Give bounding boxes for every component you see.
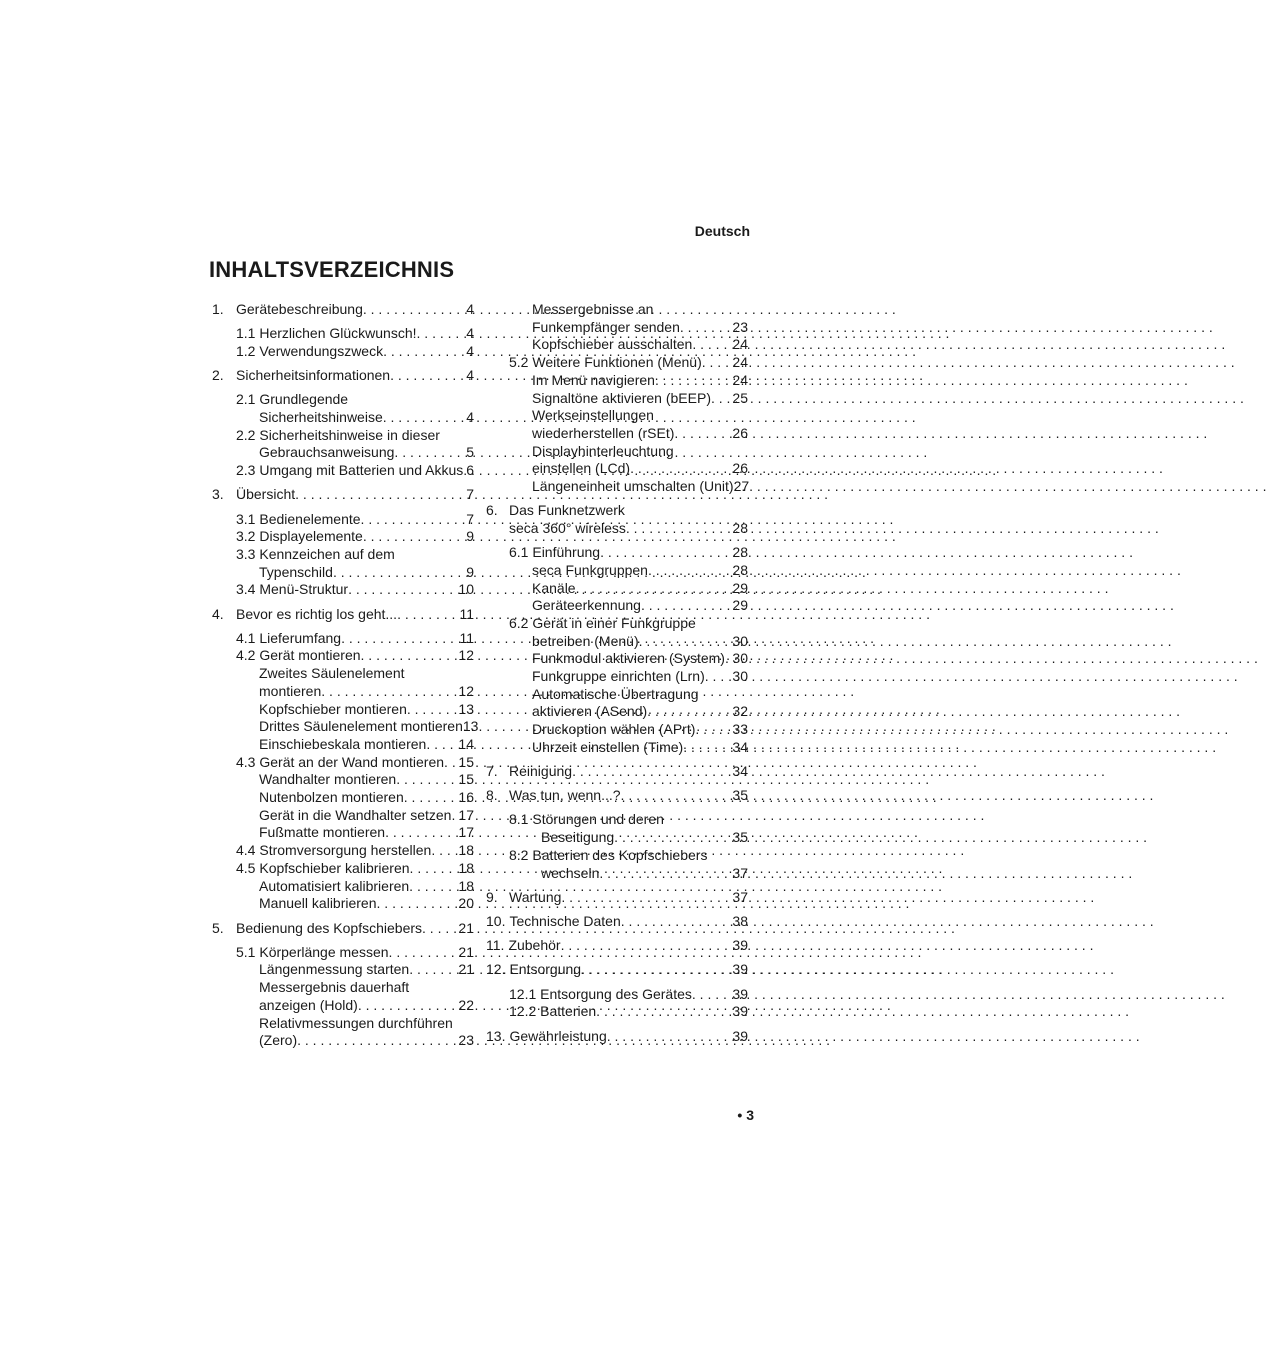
toc-entry [486,986,748,1004]
toc-entry-label: Kopfschieber montieren [259,700,407,717]
toc-entry [486,478,748,496]
toc-entry-label: 4.3 Gerät an der Wand montieren [236,753,445,770]
toc-entry-label: anzeigen (Hold) [259,996,358,1013]
toc-entry [212,718,479,736]
toc-entry-page: 12 [458,647,474,664]
toc-entry [486,1003,748,1021]
toc-entry-label: Beseitigung [541,829,615,846]
toc-entry [212,860,474,878]
toc-entry-label: Geräteerkennung [532,597,641,614]
toc-entry [486,460,748,478]
toc-entry-label: Kopfschieber ausschalten [532,336,693,353]
dot-leader [390,367,466,385]
toc-entry-label: Automatisiert kalibrieren [259,877,410,894]
toc-entry-label: Wandhalter montieren [259,771,397,788]
toc-entry-label: einstellen (LCd) [532,460,631,477]
toc-entry-label: wiederherstellen (rSEt) [532,424,675,441]
toc-entry-label: Bevor es richtig los geht... [236,605,398,622]
toc-entry-page: 38 [732,913,748,929]
dot-leader [705,668,733,686]
dot-leader [383,343,466,361]
toc-entry-label: 5.2 Weitere Funktionen (Menü) [509,354,702,371]
toc-entry-page: 37 [732,864,748,881]
toc-entry [212,462,474,480]
toc-entry-label: Gebrauchsanweisung [259,444,395,461]
dot-leader [639,633,733,651]
toc-entry-label: 8.2 Batterien des Kopfschiebers [509,846,708,863]
dot-leader [630,460,732,478]
dot-leader [599,865,732,883]
toc-entry-page: 23 [458,1032,474,1049]
dot-leader [396,771,458,789]
toc-entry-label: seca 360° wireless [509,519,626,536]
toc-entry-label: Signaltöne aktivieren (bEEP) [532,389,711,406]
dot-leader [297,1032,458,1050]
toc-entry-label: aktivieren (ASend) [532,703,648,720]
toc-entry-label: Fußmatte montieren [259,824,386,841]
dot-leader [333,564,466,582]
toc-entry-label: 6.2 Gerät in einer Funkgruppe [509,614,696,631]
toc-entry-page: 23 [732,318,748,335]
toc-entry [486,443,748,461]
dot-leader [361,647,459,665]
toc-entry [486,829,748,847]
toc-entry-label: Uhrzeit einstellen (Time) [532,738,684,755]
toc-entry [212,961,474,979]
toc-entry-page: 39 [732,1027,748,1044]
toc-entry [212,736,474,754]
toc-entry-page: 5 [466,444,474,461]
toc-entry-label: 5.1 Körperlänge messen [236,943,389,960]
toc-entry-label: 8.1 Störungen und deren [509,811,664,828]
toc-entry-page: 4 [466,342,474,359]
toc-entry [212,920,474,938]
dot-leader [576,580,733,598]
toc-entry-label: 2.1 Grundlegende [236,391,349,408]
dot-leader [383,409,466,427]
toc-entry-label: 3.1 Bedienelemente [236,510,361,527]
toc-entry-label: Gerätebeschreibung [236,301,363,317]
toc-entry [486,580,748,598]
toc-entry-page: 13 [458,700,474,717]
toc-entry [486,597,748,615]
toc-entry-page: 30 [732,632,748,649]
dot-leader [561,937,733,955]
toc-entry [212,944,474,962]
dot-leader [702,354,733,372]
dot-leader [422,920,458,938]
toc-entry-page: 4 [466,301,474,317]
toc-entry-page: 35 [732,787,748,804]
toc-entry-label: 3.4 Menü-Struktur [236,581,349,598]
dot-leader [348,581,458,599]
toc-entry-page: 18 [458,842,474,859]
dot-leader [417,325,467,343]
toc-entry [486,937,748,955]
toc-entry [212,789,474,807]
toc-entry [486,913,748,931]
toc-entry-number: 10. [486,913,506,929]
toc-entry-page: 32 [732,703,748,720]
dot-leader [692,986,733,1004]
toc-entry [212,546,474,564]
dot-leader [647,703,732,721]
toc-entry-number: 8. [486,787,498,804]
dot-leader [600,544,732,562]
toc-entry-number: 11. [486,937,505,954]
toc-entry-label: (Zero) [259,1032,298,1049]
dot-leader [397,606,459,624]
toc-entry-page: 34 [732,763,748,780]
toc-entry-page: 29 [732,579,748,596]
toc-entry-label: 3.3 Kennzeichen auf dem [236,545,395,562]
toc-entry [212,391,474,409]
toc-entry-page: 29 [732,597,748,614]
toc-entry [486,319,748,337]
dot-leader [361,511,467,529]
toc-entry-label: Werkseinstellungen [532,407,654,424]
toc-entry [486,354,748,372]
dot-leader [341,630,459,648]
toc-entry-label: 4.2 Gerät montieren [236,647,361,664]
toc-entry-label: Funkempfänger senden [532,318,680,335]
toc-entry-label: Nutenbolzen montieren [259,789,404,806]
toc-entry [486,372,748,390]
toc-entry [212,824,474,842]
toc-entry-label: Funkmodul aktivieren (System) [532,650,725,667]
toc-entry [486,633,748,651]
toc-entry-page: 7 [466,510,474,527]
toc-entry-page: 30 [732,668,748,685]
dot-leader [695,721,732,739]
toc-entry-number: 12. [486,961,506,978]
toc-entry-label: betreiben (Menü) [532,632,639,649]
toc-entry [212,606,474,624]
toc-entry-label: Gerät in die Wandhalter setzen [259,806,452,823]
toc-entry-label: Längeneinheit umschalten (Unit) [532,478,734,495]
dot-leader [426,736,458,754]
dot-leader [561,889,732,907]
toc-entry-page: 20 [458,895,474,912]
toc-entry-page: 37 [732,888,748,905]
toc-entry-label: Druckoption wählen (APrt) [532,721,696,738]
dot-leader [621,913,733,931]
toc-entry-page: 24 [732,354,748,371]
dot-leader [572,763,732,781]
toc-entry-page: 6 [466,462,474,479]
dot-leader [410,860,459,878]
toc-entry [212,647,474,665]
toc-entry [486,407,748,425]
toc-entry-label: Bedienung des Kopfschiebers [236,919,423,936]
toc-entry-number: 3. [212,486,224,503]
toc-entry [486,650,748,668]
toc-entry [486,615,748,633]
dot-leader [655,372,732,390]
toc-entry [212,895,474,913]
language-label: Deutsch [694,223,750,239]
toc-entry [486,787,748,805]
toc-entry-label: Einschiebeskala montieren [259,735,427,752]
toc-entry-page: 33 [732,721,748,738]
toc-entry-label: 12.1 Entsorgung des Gerätes [509,985,692,1002]
dot-leader [674,425,732,443]
toc-entry-page: 28 [732,561,748,578]
toc-entry-label: montieren [259,682,322,699]
toc-entry [212,701,474,719]
toc-entry-number: 1. [212,301,224,317]
toc-entry-page: 7 [466,486,474,503]
toc-entry-label: Relativmessungen durchführen [259,1014,453,1031]
toc-entry-label: Übersicht [236,486,296,503]
toc-entry-label: Das Funknetzwerk [509,502,625,519]
page-title: INHALTSVERZEICHNIS [209,257,455,282]
toc-entry [212,325,474,343]
dot-leader [683,739,732,757]
toc-entry-page: 13 [462,718,479,735]
toc-entry-page: 24 [732,371,748,388]
toc-entry-label: Drittes Säulenelement montieren [259,718,463,735]
toc-entry-label: 2.2 Sicherheitshinweise in dieser [236,426,440,443]
toc-entry [486,301,748,319]
toc-entry-label: 1.2 Verwendungszweck [236,342,384,359]
dot-leader [363,301,466,319]
toc-entry-number: 9. [486,888,498,905]
toc-entry-number: 2. [212,367,224,384]
dot-leader [444,754,458,772]
dot-leader [404,789,459,807]
toc-entry [212,1032,474,1050]
toc-entry-page: 35 [732,829,748,846]
toc-entry-page: 18 [458,877,474,894]
toc-entry-label: Im Menü navigieren [532,371,655,388]
toc-entry-label: Sicherheitsinformationen [236,367,391,384]
toc-entry-page: 14 [458,735,474,752]
dot-leader [607,1028,733,1046]
dot-leader [409,961,458,979]
toc-entry [486,686,748,704]
toc-column-left [212,301,479,1050]
dot-leader [394,444,466,462]
toc-entry [486,562,748,580]
dot-leader [711,390,732,408]
dot-leader [377,895,459,913]
toc-entry [486,721,748,739]
toc-entry-page: 4 [466,409,474,426]
toc-entry-label: 4.1 Lieferumfang [236,629,342,646]
toc-entry-page: 17 [458,806,474,823]
dot-leader [626,520,733,538]
toc-entry [212,878,474,896]
toc-entry [486,889,748,907]
toc-entry-page: 17 [458,824,474,841]
dot-leader [641,597,732,615]
toc-entry [212,665,474,683]
toc-entry-page: 26 [732,460,748,477]
dot-leader [581,961,732,979]
toc-entry-label: Typenschild [259,563,333,580]
toc-entry [212,979,474,997]
dot-leader [431,842,458,860]
toc-entry-page: 28 [732,544,748,561]
toc-entry-label: 6.1 Einführung [509,544,601,561]
toc-entry [212,771,474,789]
toc-entry-label: Manuell kalibrieren [259,895,377,912]
dot-leader [648,562,732,580]
toc-entry-page: 15 [458,771,474,788]
dot-leader [409,878,458,896]
dot-leader [596,1003,732,1021]
toc-entry [486,703,748,721]
toc-entry-page: 9 [466,563,474,580]
toc-entry-page: 30 [732,650,748,667]
toc-entry-label: Technische Daten [509,913,621,929]
toc-entry-page: 21 [458,961,474,978]
toc-entry [486,502,748,520]
toc-entry-page: 10 [458,581,474,598]
dot-leader [321,683,458,701]
toc-entry [212,427,474,445]
toc-entry-label: Messergebnis dauerhaft [259,979,410,996]
toc-entry [212,444,474,462]
toc-entry-number: 7. [486,763,498,780]
toc-entry-label: wechseln [541,864,600,881]
toc-entry-page: 27 [733,478,750,495]
toc-entry [486,763,748,781]
toc-entry [212,409,474,427]
dot-leader [614,829,732,847]
toc-entry [486,865,748,883]
toc-entry [212,367,474,385]
toc-entry [212,683,474,701]
toc-entry-page: 18 [458,859,474,876]
toc-entry-page: 39 [732,937,748,954]
toc-entry [212,511,474,529]
toc-entry-number: 13. [486,1027,506,1044]
dot-leader [725,650,732,668]
toc-entry-label: Reinigung [509,763,573,780]
toc-entry-label: Wartung [509,888,562,905]
toc-entry [212,528,474,546]
toc-entry [486,520,748,538]
dot-leader [389,944,459,962]
toc-entry-label: Entsorgung [509,961,582,978]
toc-entry-label: 1.1 Herzlichen Glückwunsch! [236,325,417,342]
toc-entry-page: 34 [732,738,748,755]
toc-entry-page: 21 [458,943,474,960]
toc-entry [212,807,474,825]
toc-entry [212,486,474,504]
toc-entry-label: Zweites Säulenelement [259,665,405,682]
toc-entry [212,343,474,361]
toc-entry [212,564,474,582]
dot-leader [692,336,732,354]
dot-leader [407,701,459,719]
toc-entry [212,1015,474,1033]
toc-entry-page: 4 [466,367,474,384]
toc-entry-label: Funkgruppe einrichten (Lrn) [532,668,705,685]
toc-entry [486,425,748,443]
toc-entry-label: Sicherheitshinweise [259,409,383,426]
toc-entry [212,630,474,648]
dot-leader [363,528,466,546]
toc-entry [486,668,748,686]
dot-leader [451,807,458,825]
toc-entry-page: 24 [732,336,748,353]
toc-entry-number: 5. [212,919,224,936]
toc-entry-page: 39 [732,961,748,978]
toc-entry-page: 39 [732,1003,748,1020]
toc-entry [486,544,748,562]
toc-entry-label: 2.3 Umgang mit Batterien und Akkus [236,462,464,479]
toc-entry-label: 3.2 Displayelemente [236,528,363,545]
dot-leader [621,787,733,805]
toc-entry [212,997,474,1015]
toc-column-right [486,301,748,1045]
toc-entry-page: 25 [732,389,748,406]
toc-entry [212,301,474,319]
toc-entry-label: 4.5 Kopfschieber kalibrieren [236,859,410,876]
dot-leader [295,486,466,504]
toc-entry-page: 21 [458,919,474,936]
toc-entry [212,581,474,599]
toc-entry [486,390,748,408]
toc-entry-page: 11 [459,605,474,622]
toc-entry-label: Längenmessung starten [259,961,410,978]
toc-entry-label: Was tun, wenn...? [509,787,621,804]
toc-entry [486,1028,748,1046]
toc-entry-label: Gewährleistung [509,1027,607,1044]
toc-entry [486,847,748,865]
toc-entry [486,961,748,979]
page-number: • 3 [737,1107,754,1123]
toc-entry-page: 9 [466,528,474,545]
dot-leader [385,824,458,842]
toc-entry [212,754,474,772]
toc-entry-label: Kanäle [532,579,576,596]
toc-entry-page: 12 [458,682,474,699]
toc-entry-page: 39 [732,985,748,1002]
toc-entry-number: 4. [212,605,224,622]
toc-entry-page: 4 [466,325,474,342]
toc-entry-label: seca Funkgruppen [532,561,648,578]
toc-entry-label: Messergebnisse an [532,301,654,317]
toc-entry-page: 11 [459,629,474,646]
toc-entry-page: 16 [458,789,474,806]
toc-entry-label: Displayhinterleuchtung [532,442,674,459]
toc-entry [212,842,474,860]
toc-entry-page: 15 [458,753,474,770]
toc-entry-page: 28 [732,519,748,536]
toc-entry [486,336,748,354]
dot-leader [358,997,459,1015]
dot-leader [680,319,733,337]
toc-entry-label: 4.4 Stromversorgung herstellen [236,842,432,859]
toc-entry-label: Zubehör [508,937,561,954]
toc-entry-label: Automatische Übertragung [532,685,699,702]
toc-entry-label: 12.2 Batterien [509,1003,597,1020]
toc-entry-number: 6. [486,502,498,519]
toc-entry-page: 26 [732,424,748,441]
toc-entry-page: 22 [458,996,474,1013]
toc-entry [486,811,748,829]
toc-entry [486,739,748,757]
